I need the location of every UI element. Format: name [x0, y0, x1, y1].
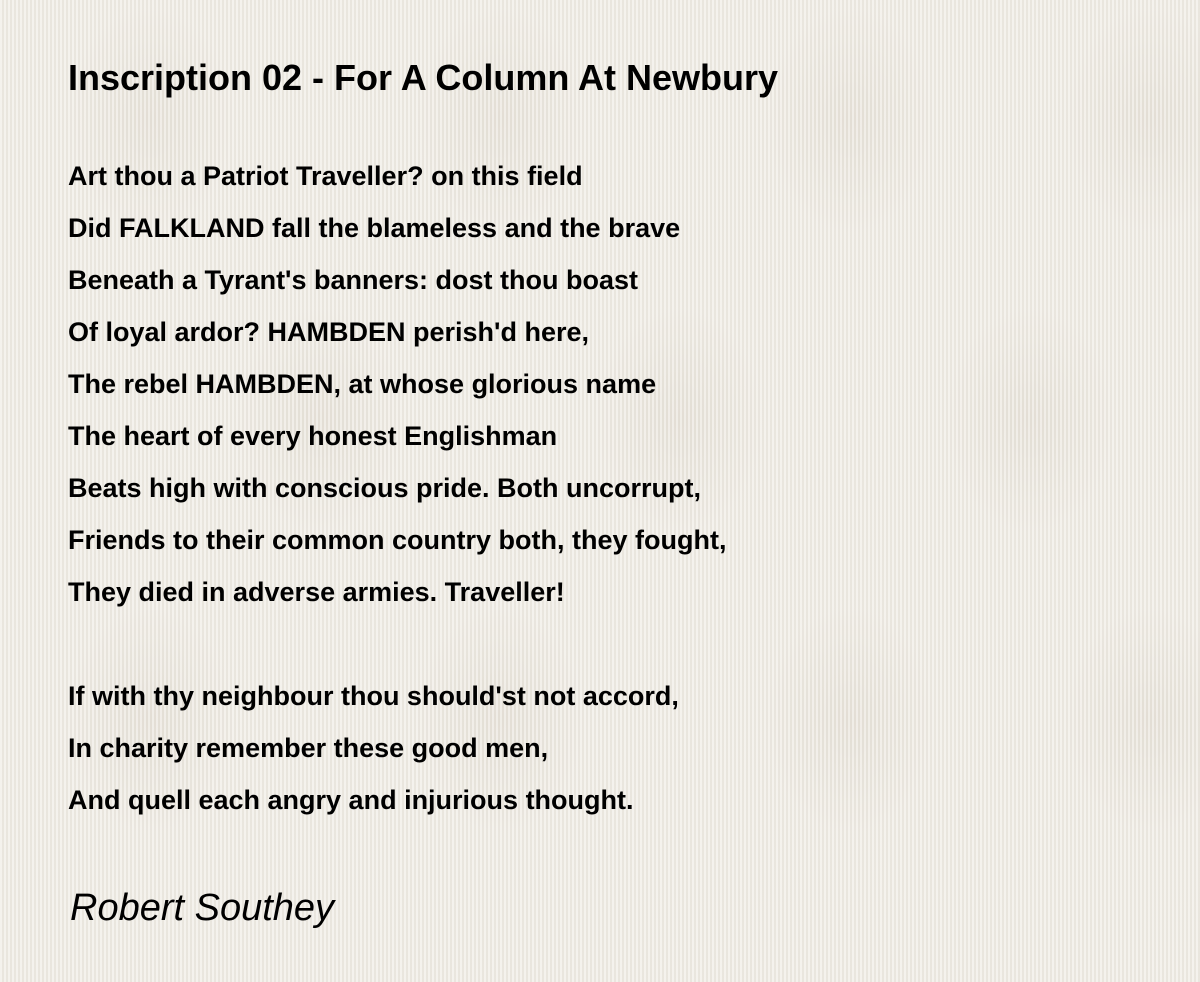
poem-line: The rebel HAMBDEN, at whose glorious name	[68, 369, 657, 399]
poem-title: Inscription 02 - For A Column At Newbury	[68, 57, 779, 98]
poem-line: Beneath a Tyrant's banners: dost thou boast	[68, 265, 638, 295]
stanza-2	[68, 670, 679, 826]
poem-line: Did FALKLAND fall the blameless and the brave	[68, 213, 681, 243]
poem-line: And quell each angry and injurious thought.	[68, 785, 634, 815]
poem-line: They died in adverse armies. Traveller!	[68, 577, 565, 607]
stanza-1	[68, 150, 726, 618]
poem-line: Beats high with conscious pride. Both uncorrupt,	[68, 473, 702, 503]
poem-line: The heart of every honest Englishman	[68, 421, 558, 451]
poem-line: Art thou a Patriot Traveller? on this field	[68, 161, 583, 191]
poem-line: Friends to their common country both, they fought,	[68, 525, 727, 555]
poem-line: If with thy neighbour thou should'st not accord,	[68, 681, 679, 711]
poem-author: Robert Southey	[70, 887, 335, 929]
poem-line: In charity remember these good men,	[68, 733, 549, 763]
poem-line: Of loyal ardor? HAMBDEN perish'd here,	[68, 317, 590, 347]
